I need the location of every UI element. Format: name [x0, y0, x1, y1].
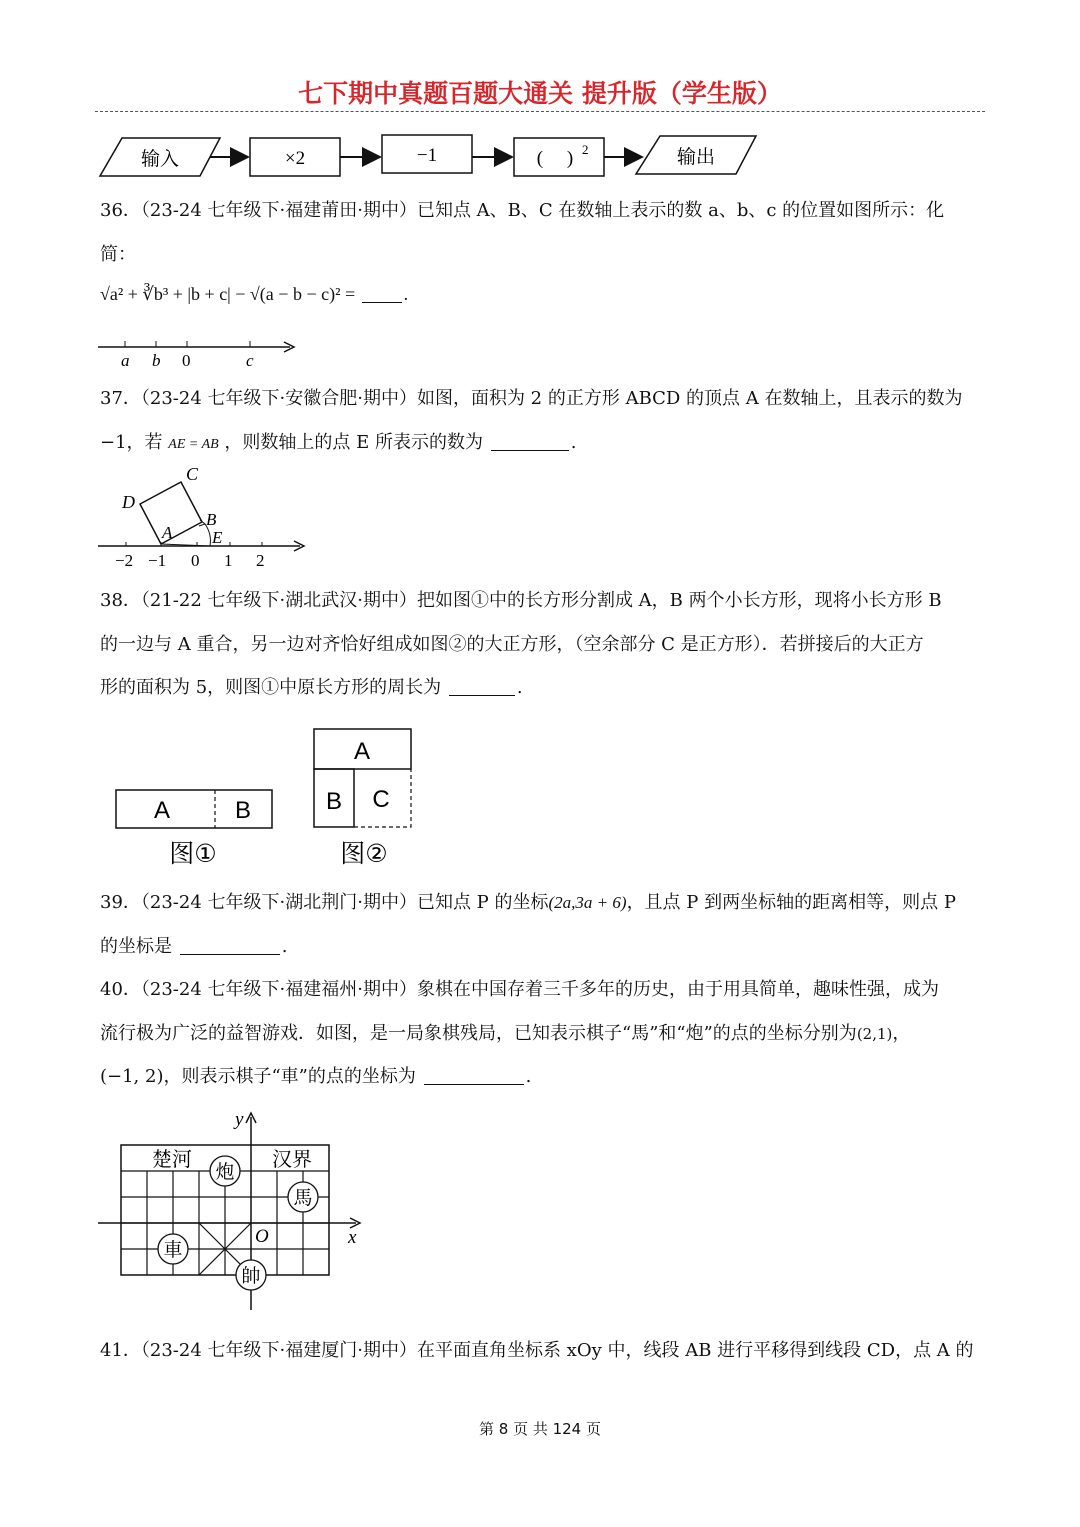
q36-label-a: a [121, 351, 130, 370]
svg-text:炮: 炮 [215, 1161, 235, 1183]
q36-expression-row [100, 284, 408, 305]
q39-answer-blank[interactable] [180, 937, 280, 955]
q37-line2b: ，则数轴上的点 E 所表示的数为 [224, 432, 484, 453]
q38-line1: 38．（21-22 七年级下·湖北武汉·期中）把如图①中的长方形分割成 A，B 两个小长方形，现将小长方形 B [100, 590, 942, 611]
q38-end: . [516, 677, 523, 698]
q36-line2: 简： [100, 244, 136, 265]
q36-expression: √a² + ∛b³ + |b + c| − √(a − b − c)² = [100, 284, 356, 304]
q40-answer-blank[interactable] [424, 1067, 524, 1085]
q39-line1a: 39．（23-24 七年级下·湖北荆门·期中）已知点 P 的坐标 [100, 892, 549, 913]
origin-label: O [255, 1226, 269, 1247]
q36-label-c: c [246, 351, 254, 370]
q37-line2 [100, 428, 576, 454]
fig1-label-b: B [234, 797, 252, 824]
flow-square-label: ( ) [536, 148, 574, 169]
q40-coord1: (2,1) [856, 1025, 893, 1043]
q38-line3 [100, 673, 523, 699]
q37-condition: AE = AB [168, 437, 219, 452]
river-right: 汉界 [272, 1147, 312, 1171]
q36-line1: 36．（23-24 七年级下·福建莆田·期中）已知点 A、B、C 在数轴上表示的数 a、b、c 的位置如图所示：化 [100, 200, 945, 221]
flow-times2-label: ×2 [284, 148, 306, 169]
fig1-caption: 图① [169, 839, 217, 868]
q40-line2a: 流行极为广泛的益智游戏．如图，是一局象棋残局，已知表示棋子“馬”和“炮”的点的坐标分别为 [100, 1023, 857, 1044]
q40-line3-text: ，则表示棋子“車”的点的坐标为 [163, 1066, 416, 1087]
q36-number-line [0, 335, 320, 375]
q40-end: . [525, 1066, 532, 1087]
tick-2: 2 [256, 551, 265, 570]
flow-square-exponent: 2 [582, 142, 589, 157]
flow-input-label: 输入 [140, 148, 180, 170]
q40-line2 [100, 1019, 910, 1045]
q37-end: . [570, 432, 577, 453]
q41-line1: 41．（23-24 七年级下·福建厦门·期中）在平面直角坐标系 xOy 中，线段 AB 进行平移得到线段 CD，点 A 的 [100, 1340, 974, 1361]
svg-text:帥: 帥 [241, 1265, 261, 1287]
page-footer: 第 8 页 共 124 页 [478, 1420, 601, 1438]
q39-line1 [100, 888, 956, 914]
q40-line1: 40．（23-24 七年级下·福建福州·期中）象棋在中国存着三千多年的历史，由于用具简单，趣味性强，成为 [100, 979, 939, 1000]
q40-coord2: (−1, 2) [100, 1066, 164, 1087]
header-divider [95, 111, 985, 112]
q36-label-0: 0 [182, 351, 191, 370]
q38-line2: 的一边与 A 重合，另一边对齐恰好组成如图②的大正方形，（空余部分 C 是正方形）．若拼接后的大正方 [100, 634, 924, 655]
tick-neg2: −2 [115, 551, 134, 570]
q39-end: . [281, 936, 288, 957]
tick-neg1: −1 [148, 551, 167, 570]
q37-answer-blank[interactable] [491, 433, 569, 451]
q36-end: . [403, 284, 409, 304]
fig2-label-c: C [372, 786, 390, 813]
label-c: C [186, 464, 199, 484]
label-a: A [162, 523, 173, 542]
q37-line2a: −1，若 [100, 432, 163, 453]
axis-x-label: x [348, 1227, 357, 1248]
q40-line3 [100, 1062, 531, 1088]
fig2-label-b: B [325, 788, 343, 815]
q39-line2 [100, 932, 287, 958]
q36-answer-blank[interactable] [362, 285, 402, 303]
q37-line1: 37．（23-24 七年级下·安徽合肥·期中）如图，面积为 2 的正方形 ABCD 的顶点 A 在数轴上，且表示的数为 [100, 388, 963, 409]
q38-figures [0, 720, 460, 875]
page-header-title: 七下期中真题百题大通关 提升版（学生版） [298, 79, 782, 108]
fig1-label-a: A [153, 797, 171, 824]
fig2-caption: 图② [340, 839, 388, 868]
label-b: B [206, 510, 217, 529]
fig2-label-a: A [353, 738, 371, 765]
q39-coord: (2a,3a + 6) [548, 893, 627, 912]
flowchart [0, 130, 1080, 190]
q39-line2-text: 的坐标是 [100, 936, 172, 957]
river-left: 楚河 [152, 1147, 192, 1171]
label-d: D [122, 492, 135, 512]
flow-minus1-label: −1 [416, 145, 438, 166]
q36-label-b: b [152, 351, 161, 370]
flow-output-label: 输出 [676, 146, 716, 168]
svg-text:馬: 馬 [293, 1187, 313, 1209]
q38-line3-text: 形的面积为 5，则图①中原长方形的周长为 [100, 677, 442, 698]
label-e: E [212, 528, 223, 547]
q39-line1b: ，且点 P 到两坐标轴的距离相等，则点 P [626, 892, 956, 913]
tick-1: 1 [224, 551, 233, 570]
q37-figure [0, 462, 320, 572]
q40-line2b: ， [892, 1023, 911, 1044]
q40-chess-board [0, 1105, 380, 1320]
tick-0: 0 [191, 551, 200, 570]
q38-answer-blank[interactable] [449, 678, 515, 696]
svg-text:車: 車 [163, 1239, 183, 1261]
axis-y-label: y [235, 1109, 244, 1130]
